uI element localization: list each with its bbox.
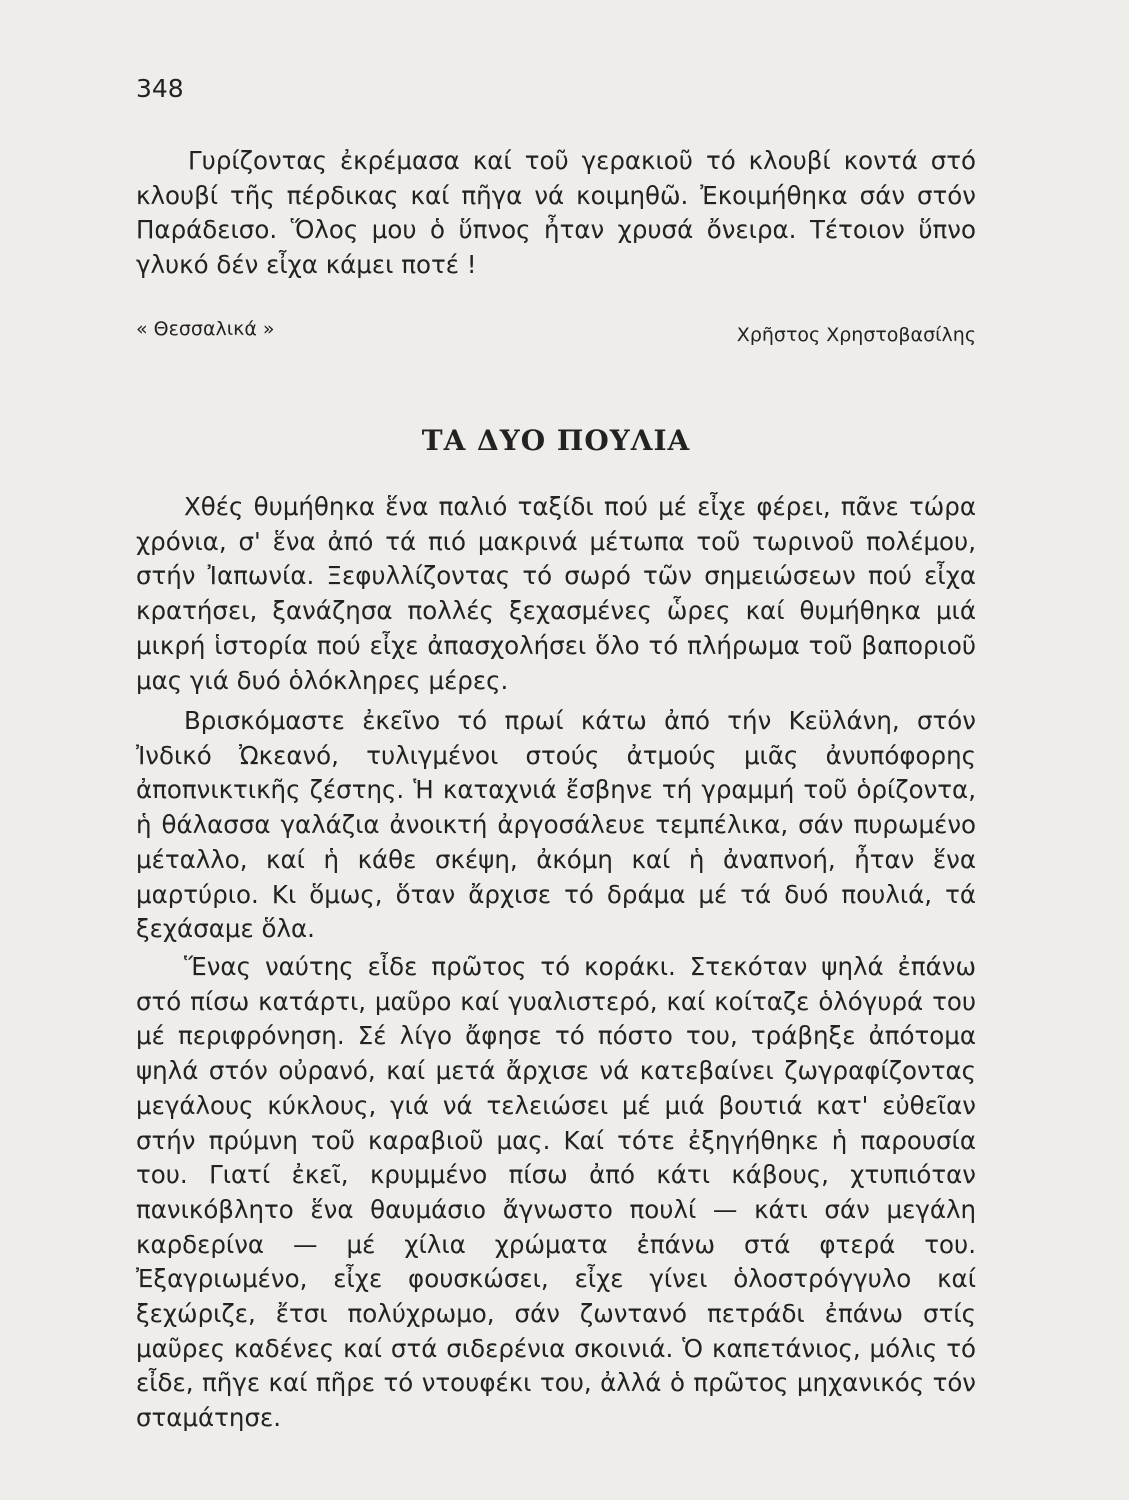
page-number: 348 xyxy=(136,74,184,103)
paragraph-1: Χθές θυμήθηκα ἕνα παλιό ταξίδι πού μέ εἶχε φέρει, πᾶνε τώρα χρόνια, σ' ἕνα ἀπό τά πιό μακρινά μέτωπα τοῦ τωρινοῦ πολέμου, στήν Ἰαπωνία. Ξεφυλλίζοντας τό σωρό τῶν σημειώσεων πού εἶχα κρατήσει, ξανάζησα πολλές ξεχασμένες ὧρες καί θυμήθηκα μιά μικρή ἱστορία πού εἶχε ἀπασχολήσει ὅλο τό πλήρωμα τοῦ βαποριοῦ μας γιά δυό ὁλόκληρες μέρες. xyxy=(136,492,976,695)
source-label: « Θεσσαλικά » xyxy=(136,318,275,340)
paragraph-3: Ἕνας ναύτης εἶδε πρῶτος τό κοράκι. Στεκόταν ψηλά ἐπάνω στό πίσω κατάρτι, μαῦρο καί γυαλιστερό, καί κοίταζε ὁλόγυρά του μέ περιφρόνηση. Σέ λίγο ἄφησε τό πόστο του, τράβηξε ἀπότομα ψηλά στόν οὐρανό, καί μετά ἄρχισε νά κατεβαίνει ζωγραφίζοντας μεγάλους κύκλους, γιά νά τελειώσει μέ μιά βουτιά κατ' εὐθεῖαν στήν πρύμνη τοῦ καραβιοῦ μας. Καί τότε ἐξηγήθηκε ἡ παρουσία του. Γιατί ἐκεῖ, κρυμμένο πίσω ἀπό κάτι κάβους, χτυπιόταν πανικόβλητο ἕνα θαυμάσιο ἄγνωστο πουλί — κάτι σάν μεγάλη καρδερίνα — μέ χίλια χρώματα ἐπάνω στά φτερά του. Ἐξαγριωμένο, εἶχε φουσκώσει, εἶχε γίνει ὁλοστρόγγυλο καί ξεχώριζε, ἔτσι πολύχρωμο, σάν ζωντανό πετράδι ἐπάνω στίς μαῦρες καδένες καί στά σιδερένια σκοινιά. Ὁ καπετάνιος, μόλις τό εἶδε, πῆγε καί πῆρε τό ντουφέκι του, ἀλλά ὁ πρῶτος μηχανικός τόν σταμάτησε. xyxy=(136,952,976,1433)
intro-paragraph: Γυρίζοντας ἐκρέμασα καί τοῦ γερακιοῦ τό κλουβί κοντά στό κλουβί τῆς πέρδικας καί πῆγα νά κοιμηθῶ. Ἐκοιμήθηκα σάν στόν Παράδεισο. Ὅλος μου ὁ ὕπνος ἦταν χρυσά ὄνειρα. Τέτοιον ὕπνο γλυκό δέν εἶχα κάμει ποτέ ! xyxy=(136,146,976,280)
author-name: Χρῆστος Χρηστοβασίλης xyxy=(736,324,976,346)
story-title: ΤΑ ΔΥΟ ΠΟΥΛΙΑ xyxy=(421,424,691,457)
paragraph-2: Βρισκόμαστε ἐκεῖνο τό πρωί κάτω ἀπό τήν Κεϋλάνη, στόν Ἰνδικό Ὠκεανό, τυλιγμένοι στούς ἀτμούς μιᾶς ἀνυπόφορης ἀποπνικτικῆς ζέστης. Ἡ καταχνιά ἔσβηνε τή γραμμή τοῦ ὁρίζοντα, ἡ θάλασσα γαλάζια ἀνοικτή ἀργοσάλευε τεμπέλικα, σάν πυρωμένο μέταλλο, καί ἡ κάθε σκέψη, ἀκόμη καί ἡ ἀναπνοή, ἦταν ἕνα μαρτύριο. Κι ὅμως, ὅταν ἄρχισε τό δράμα μέ τά δυό πουλιά, τά ξεχάσαμε ὅλα. xyxy=(136,706,976,944)
